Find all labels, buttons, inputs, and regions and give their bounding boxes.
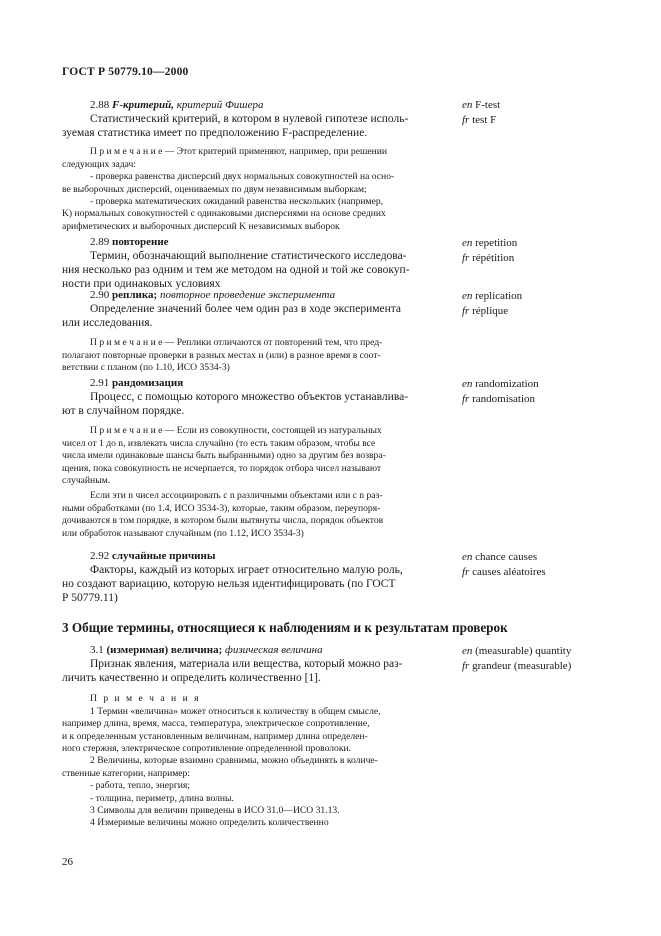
- note-line: - работа, тепло, энергия;: [90, 780, 190, 792]
- lang-code-en: en: [462, 551, 473, 563]
- term-name: реплика;: [112, 289, 158, 301]
- term-number: 3.1: [90, 644, 104, 656]
- term-number: 2.89: [90, 236, 110, 248]
- term-heading: [62, 377, 456, 390]
- french-equivalent: causes aléatoires: [472, 566, 546, 578]
- note-line: чисел от 1 до n, извлекать числа случайно (то есть таким образом, чтобы все: [62, 437, 376, 449]
- term-synonym: повторное проведение эксперимента: [159, 289, 336, 301]
- lang-code-en: en: [462, 290, 473, 302]
- lang-code-fr: fr: [462, 660, 470, 672]
- note-line: 4 Измеримые величины можно определить количественно: [90, 817, 329, 829]
- definition-line: Термин, обозначающий выполнение статистического исследова-: [90, 250, 407, 263]
- note-line: 1 Термин «величина» может относиться к количеству в общем смысле,: [90, 705, 381, 717]
- french-equivalent: répétition: [472, 252, 515, 264]
- note-line: - проверка равенства дисперсий двух нормальных совокупностей на осно-: [90, 171, 395, 183]
- french-equivalent: réplique: [472, 305, 509, 317]
- term-entry-2-89: [62, 236, 456, 291]
- english-equivalent: (measurable) quantity: [475, 645, 572, 657]
- term-entry-2-88: [62, 99, 456, 233]
- term-number: 2.92: [90, 550, 110, 562]
- equivalents-2-92: [462, 551, 546, 579]
- term-heading: [62, 236, 456, 249]
- equivalents-2-90: [462, 290, 522, 318]
- note-line: ветствии с планом (по 1.10, ИСО 3534-3): [62, 362, 230, 374]
- definition-line: ности при одинаковых условиях: [62, 278, 221, 291]
- lang-code-en: en: [462, 99, 473, 111]
- term-number: 2.91: [90, 377, 110, 389]
- term-heading: [62, 644, 456, 657]
- term-heading: [62, 99, 456, 112]
- lang-code-fr: fr: [462, 305, 470, 317]
- term-synonym: физическая величина: [225, 644, 323, 656]
- definition-line: Процесс, с помощью которого множество объектов устанавлива-: [90, 391, 409, 404]
- english-equivalent: chance causes: [475, 551, 538, 563]
- french-equivalent: test F: [472, 114, 497, 126]
- notes-heading: П р и м е ч а н и я: [90, 693, 201, 705]
- term-entry-2-91: [62, 377, 456, 540]
- note-line: и к определенным установленным величинам, например длина определен-: [62, 730, 368, 742]
- term-name: рандомизация: [112, 377, 184, 389]
- term-name: (измеримая) величина;: [106, 644, 223, 656]
- lang-code-fr: fr: [462, 566, 470, 578]
- note-line: например длина, время, масса, температура, электрическое сопротивление,: [62, 718, 370, 730]
- definition-line: Признак явления, материала или вещества, который можно раз-: [90, 658, 403, 671]
- english-equivalent: F-test: [475, 99, 501, 111]
- note-line: - проверка математических ожиданий равенства нескольких (например,: [90, 196, 384, 208]
- equivalents-3-1: [462, 645, 571, 673]
- term-heading: [62, 550, 456, 563]
- definition-line: ют в случайном порядке.: [62, 405, 185, 418]
- note-line: числа имели одинаковые шансы быть выбранными) одно за другим без возвра-: [62, 450, 386, 462]
- note-line: или обработок называют случайным (по 1.12, ИСО 3534-3): [62, 527, 304, 539]
- note-line: случайным.: [62, 475, 111, 487]
- english-equivalent: randomization: [475, 378, 539, 390]
- french-equivalent: grandeur (measurable): [472, 660, 572, 672]
- definition-line: Р 50779.11): [62, 592, 118, 605]
- term-number: 2.88: [90, 99, 110, 111]
- lang-code-en: en: [462, 645, 473, 657]
- definition-line: Факторы, каждый из которых играет относительно малую роль,: [90, 564, 403, 577]
- note-line: П р и м е ч а н и е — Если из совокупности, состоящей из натуральных: [90, 425, 382, 437]
- document-header: ГОСТ Р 50779.10—2000: [62, 66, 189, 78]
- equivalents-2-88: [462, 99, 500, 127]
- lang-code-en: en: [462, 378, 473, 390]
- definition-line: но создают вариацию, которую нельзя идентифицировать (по ГОСТ: [62, 578, 396, 591]
- english-equivalent: repetition: [475, 237, 518, 249]
- lang-code-fr: fr: [462, 114, 470, 126]
- note-line: - толщина, периметр, длина волны.: [90, 792, 234, 804]
- term-synonym: критерий Фишера: [176, 99, 264, 111]
- note-line: K) нормальных совокупностей с одинаковыми дисперсиями на основе средних: [62, 208, 386, 220]
- definition-line: Определение значений более чем один раз в ходе эксперимента: [90, 303, 402, 316]
- note-line: дочиваются в том порядке, в котором были вытянуты числа, порядок объектов: [62, 515, 384, 527]
- lang-code-fr: fr: [462, 252, 470, 264]
- term-entry-2-90: [62, 289, 456, 375]
- term-name: F-критерий,: [112, 99, 174, 111]
- note-line: полагают повторные проверки в разных местах и (или) в разное время в соот-: [62, 349, 381, 361]
- note-line: ве выборочных дисперсий, оцениваемых по двум независимым выборкам;: [62, 183, 367, 195]
- note-line: П р и м е ч а н и е — Этот критерий применяют, например, при решении: [90, 146, 388, 158]
- definition-line: ния несколько раз одним и тем же методом на одной и той же совокуп-: [62, 264, 410, 277]
- english-equivalent: replication: [475, 290, 523, 302]
- definition-line: или исследования.: [62, 317, 153, 330]
- note-line: щения, пока совокупность не исчерпается, то порядок отбора чисел называют: [62, 462, 382, 474]
- note-line: ного стержня, электрическое сопротивление определенной проволоки.: [62, 743, 352, 755]
- note-line: 3 Символы для величин приведены в ИСО 31.0—ИСО 31.13.: [90, 805, 340, 817]
- note-line: 2 Величины, которые взаимно сравнимы, можно объединять в количе-: [90, 755, 378, 767]
- definition-line: зуемая статистика имеет по предположению F-распределение.: [62, 127, 368, 140]
- definition-line: Статистический критерий, в котором в нулевой гипотезе исполь-: [90, 113, 409, 126]
- term-heading: [62, 289, 456, 302]
- term-name: повторение: [112, 236, 169, 248]
- note-line: ными обработками (по 1.4, ИСО 3534-3), которые, таким образом, переупоря-: [62, 502, 381, 514]
- equivalents-2-89: [462, 237, 517, 265]
- note-line: ственные категории, например:: [62, 767, 191, 779]
- section-heading: 3 Общие термины, относящиеся к наблюдениям и к результатам проверок: [62, 620, 508, 635]
- note-line: П р и м е ч а н и е — Реплики отличаются от повторений тем, что пред-: [90, 337, 383, 349]
- term-entry-2-92: [62, 550, 456, 605]
- note-line: арифметических и выборочных дисперсий K независимых выборок: [62, 220, 340, 232]
- equivalents-2-91: [462, 378, 539, 406]
- french-equivalent: randomisation: [472, 393, 536, 405]
- term-entry-3-1: [62, 644, 456, 830]
- term-number: 2.90: [90, 289, 110, 301]
- term-name: случайные причины: [112, 550, 216, 562]
- lang-code-fr: fr: [462, 393, 470, 405]
- definition-line: личить качественно и определить количественно [1].: [62, 672, 321, 685]
- page-number: 26: [62, 856, 73, 868]
- lang-code-en: en: [462, 237, 473, 249]
- note-line: Если эти n чисел ассоциировать с n различными объектами или с n раз-: [90, 490, 383, 502]
- note-line: следующих задач:: [62, 158, 137, 170]
